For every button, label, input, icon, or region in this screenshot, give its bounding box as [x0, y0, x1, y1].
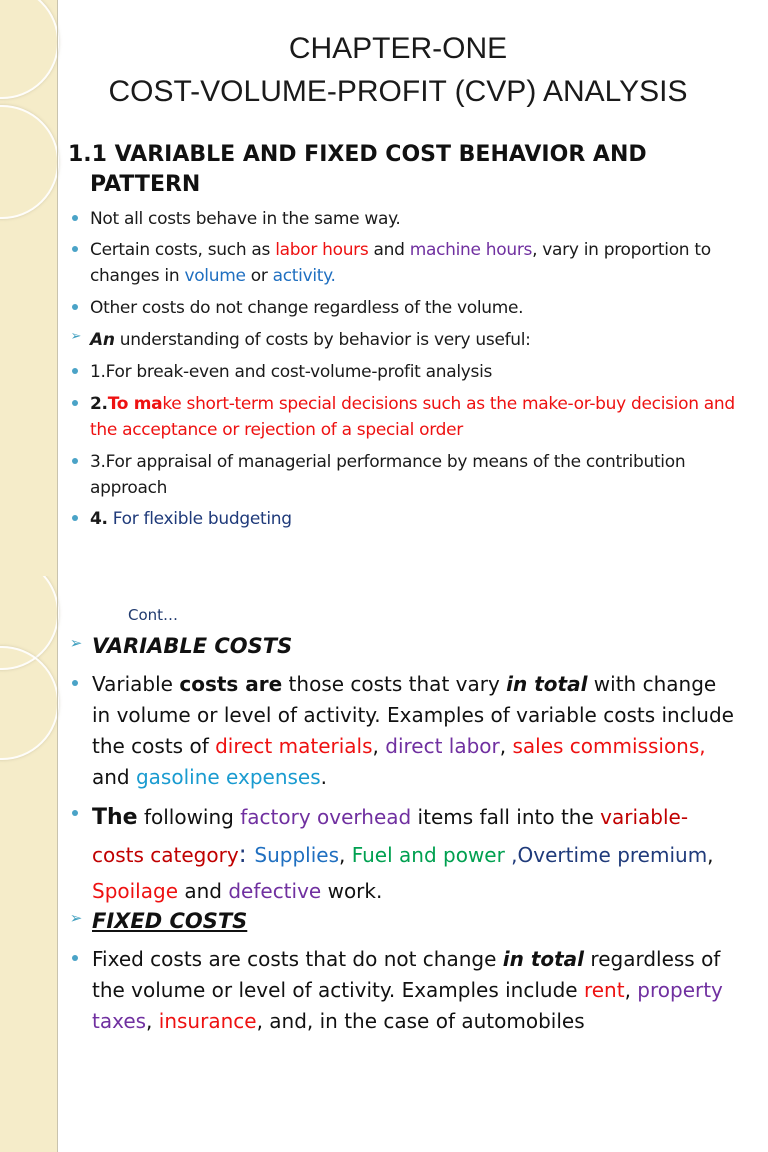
list-item [68, 391, 738, 443]
arrow-bullet-icon: ➢ [69, 634, 83, 652]
list-item [68, 359, 738, 385]
bullet-text: Not all costs behave in the same way. [90, 209, 401, 229]
list-item [68, 295, 738, 321]
chapter-subtitle: COST-VOLUME-PROFIT (CVP) ANALYSIS [108, 75, 688, 108]
list-item [38, 944, 738, 1037]
variable-costs-heading: VARIABLE COSTS [92, 634, 293, 658]
list-item [68, 449, 738, 501]
section-heading-line1: 1.1 VARIABLE AND FIXED COST BEHAVIOR AND [68, 142, 647, 167]
list-item [68, 206, 738, 232]
bullet-text: Other costs do not change regardless of the volume. [90, 298, 524, 318]
bullet-text: Fixed costs are costs that do not change in total regardless of the volume or level of activity. Examples include rent, property taxes, insurance, and, in the case of automobiles [92, 947, 723, 1033]
bullet-text: 4. For flexible budgeting [90, 509, 292, 529]
decorative-strip [0, 0, 58, 576]
slide-2 [0, 576, 768, 1152]
ring-decoration [0, 0, 59, 99]
bullet-text: 2.To make short-term special decisions such as the make-or-buy decision and the acceptance or rejection of a special order [90, 394, 735, 440]
bullet-text: Variable costs are those costs that vary in total with change in volume or level of activity. Examples of variable costs include the costs of direct materials, direct labor, sales commissions, and gasoline expenses. [92, 672, 734, 789]
fixed-costs-heading: FIXED COSTS [92, 909, 248, 933]
chapter-title: CHAPTER-ONE [288, 32, 508, 65]
list-item [68, 506, 738, 532]
arrow-bullet-icon: ➢ [69, 909, 83, 927]
list-item [38, 799, 738, 909]
list-item [68, 237, 738, 289]
list-item [38, 669, 738, 793]
bullet-text: 1.For break-even and cost-volume-profit analysis [90, 362, 493, 382]
arrow-bullet-icon: ➢ [70, 329, 82, 344]
list-item [68, 327, 738, 353]
bullet-text: Certain costs, such as labor hours and machine hours, vary in proportion to changes in volume or activity. [90, 240, 711, 286]
list-item [38, 631, 738, 662]
ring-decoration [0, 105, 59, 219]
bullet-text: An understanding of costs by behavior is very useful: [90, 330, 531, 350]
continuation-label: Cont… [128, 606, 179, 624]
list-item [38, 906, 738, 937]
section-heading [68, 140, 718, 200]
bullet-text: 3.For appraisal of managerial performance by means of the contribution approach [90, 452, 686, 498]
bullet-text: The following factory overhead items fall into the variable-costs category: Supplies, Fuel and power ,Overtime premium, Spoilage and defective work. [92, 805, 714, 903]
section-heading-line2: PATTERN [90, 172, 201, 197]
